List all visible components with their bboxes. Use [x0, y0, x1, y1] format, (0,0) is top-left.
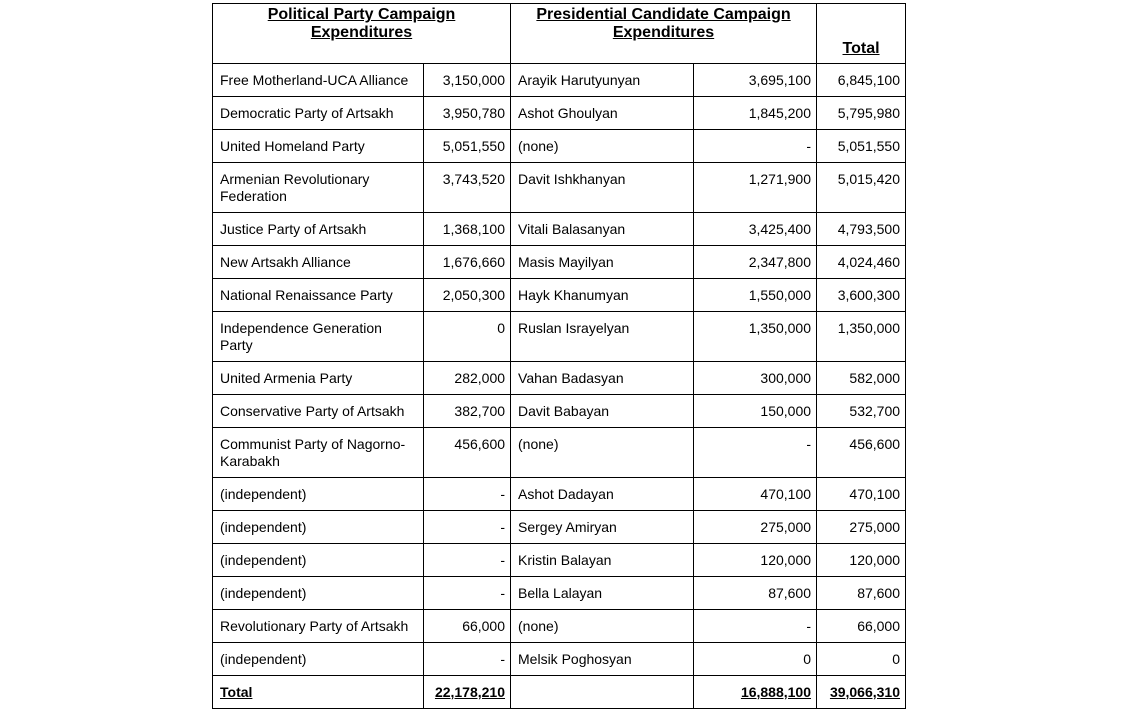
table-row	[213, 577, 906, 610]
table-row	[213, 478, 906, 511]
table-row	[213, 428, 906, 478]
row-total: 4,024,460	[817, 246, 906, 279]
candidate-amount: 87,600	[694, 577, 817, 610]
row-total: 1,350,000	[817, 312, 906, 362]
candidate-name: Bella Lalayan	[511, 577, 694, 610]
table-row	[213, 312, 906, 362]
row-total: 87,600	[817, 577, 906, 610]
party-expenditures-header: Political Party Campaign Expenditures	[213, 4, 511, 64]
party-amount: 1,368,100	[424, 213, 511, 246]
candidate-amount: 470,100	[694, 478, 817, 511]
candidate-amount: 1,271,900	[694, 163, 817, 213]
party-name: (independent)	[213, 643, 424, 676]
party-amount: 3,150,000	[424, 64, 511, 97]
party-amount: -	[424, 544, 511, 577]
candidate-name: Ruslan Israyelyan	[511, 312, 694, 362]
candidate-amount: 2,347,800	[694, 246, 817, 279]
table-row	[213, 544, 906, 577]
party-name: (independent)	[213, 478, 424, 511]
totals-party-amount: 22,178,210	[424, 676, 511, 709]
row-total: 582,000	[817, 362, 906, 395]
candidate-name: Melsik Poghosyan	[511, 643, 694, 676]
candidate-name: (none)	[511, 130, 694, 163]
party-name: (independent)	[213, 544, 424, 577]
candidate-amount: 1,845,200	[694, 97, 817, 130]
totals-blank-cell	[511, 676, 694, 709]
party-name: (independent)	[213, 511, 424, 544]
candidate-name: Davit Babayan	[511, 395, 694, 428]
table-row	[213, 362, 906, 395]
candidate-name: Kristin Balayan	[511, 544, 694, 577]
party-name: United Armenia Party	[213, 362, 424, 395]
row-total: 120,000	[817, 544, 906, 577]
candidate-amount: 0	[694, 643, 817, 676]
totals-candidate-amount: 16,888,100	[694, 676, 817, 709]
party-amount: 3,743,520	[424, 163, 511, 213]
party-amount: 66,000	[424, 610, 511, 643]
candidate-name: Vitali Balasanyan	[511, 213, 694, 246]
party-amount: 3,950,780	[424, 97, 511, 130]
party-amount: -	[424, 577, 511, 610]
party-amount: -	[424, 478, 511, 511]
party-name: Independence Generation Party	[213, 312, 424, 362]
party-name: (independent)	[213, 577, 424, 610]
candidate-amount: -	[694, 428, 817, 478]
party-name: Justice Party of Artsakh	[213, 213, 424, 246]
table-row	[213, 64, 906, 97]
candidate-amount: -	[694, 610, 817, 643]
row-total: 532,700	[817, 395, 906, 428]
candidate-amount: 1,350,000	[694, 312, 817, 362]
row-total: 470,100	[817, 478, 906, 511]
candidate-name: Ashot Dadayan	[511, 478, 694, 511]
row-total: 456,600	[817, 428, 906, 478]
table-row	[213, 213, 906, 246]
candidate-amount: -	[694, 130, 817, 163]
party-name: Armenian Revolutionary Federation	[213, 163, 424, 213]
party-name: Free Motherland-UCA Alliance	[213, 64, 424, 97]
candidate-amount: 150,000	[694, 395, 817, 428]
party-amount: 0	[424, 312, 511, 362]
candidate-name: (none)	[511, 428, 694, 478]
party-amount: 456,600	[424, 428, 511, 478]
row-total: 5,795,980	[817, 97, 906, 130]
candidate-amount: 3,695,100	[694, 64, 817, 97]
party-name: Democratic Party of Artsakh	[213, 97, 424, 130]
candidate-name: Ashot Ghoulyan	[511, 97, 694, 130]
party-name: National Renaissance Party	[213, 279, 424, 312]
party-name: Communist Party of Nagorno-Karabakh	[213, 428, 424, 478]
candidate-amount: 300,000	[694, 362, 817, 395]
total-header: Total	[817, 4, 906, 64]
table-row	[213, 279, 906, 312]
candidate-name: Sergey Amiryan	[511, 511, 694, 544]
party-amount: 382,700	[424, 395, 511, 428]
table-row	[213, 643, 906, 676]
party-amount: 2,050,300	[424, 279, 511, 312]
party-amount: 5,051,550	[424, 130, 511, 163]
party-amount: -	[424, 511, 511, 544]
candidate-name: Masis Mayilyan	[511, 246, 694, 279]
table-row	[213, 511, 906, 544]
table-row	[213, 130, 906, 163]
party-name: Conservative Party of Artsakh	[213, 395, 424, 428]
candidate-name: Vahan Badasyan	[511, 362, 694, 395]
row-total: 275,000	[817, 511, 906, 544]
candidate-name: (none)	[511, 610, 694, 643]
header-row	[213, 4, 906, 64]
party-name: New Artsakh Alliance	[213, 246, 424, 279]
row-total: 6,845,100	[817, 64, 906, 97]
candidate-name: Hayk Khanumyan	[511, 279, 694, 312]
candidate-amount: 3,425,400	[694, 213, 817, 246]
candidate-amount: 120,000	[694, 544, 817, 577]
candidate-name: Davit Ishkhanyan	[511, 163, 694, 213]
row-total: 4,793,500	[817, 213, 906, 246]
totals-grand-total: 39,066,310	[817, 676, 906, 709]
row-total: 0	[817, 643, 906, 676]
table-row	[213, 97, 906, 130]
row-total: 66,000	[817, 610, 906, 643]
table-row	[213, 246, 906, 279]
party-amount: 1,676,660	[424, 246, 511, 279]
party-name: Revolutionary Party of Artsakh	[213, 610, 424, 643]
party-amount: -	[424, 643, 511, 676]
totals-label: Total	[213, 676, 424, 709]
party-name: United Homeland Party	[213, 130, 424, 163]
campaign-expenditures-table	[212, 3, 906, 709]
table-row	[213, 163, 906, 213]
party-amount: 282,000	[424, 362, 511, 395]
row-total: 3,600,300	[817, 279, 906, 312]
candidate-amount: 1,550,000	[694, 279, 817, 312]
table-row	[213, 610, 906, 643]
candidate-name: Arayik Harutyunyan	[511, 64, 694, 97]
candidate-amount: 275,000	[694, 511, 817, 544]
totals-row	[213, 676, 906, 709]
row-total: 5,015,420	[817, 163, 906, 213]
table-body	[213, 64, 906, 709]
candidate-expenditures-header: Presidential Candidate Campaign Expenditures	[511, 4, 817, 64]
table-row	[213, 395, 906, 428]
row-total: 5,051,550	[817, 130, 906, 163]
